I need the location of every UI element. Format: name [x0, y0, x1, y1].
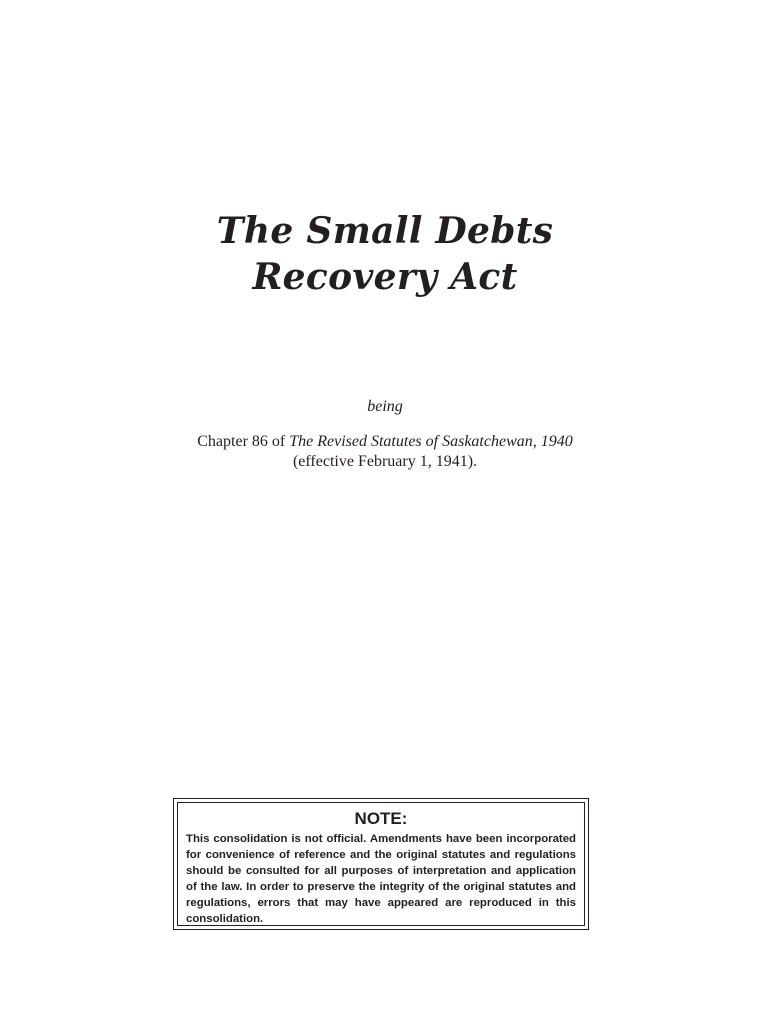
document-title — [0, 208, 770, 300]
statute-source: The Revised Statutes of Saskatchewan, 1940 — [289, 433, 573, 450]
note-body: This consolidation is not official. Amendments have been incorporated for convenience of reference and the original statutes and regulations should be consulted for all purposes of interpretation and application of the law. In order to preserve the integrity of the original statutes and regulations, errors that may have appeared are reproduced in this consolidation. — [186, 833, 576, 925]
effective-date: (effective February 1, 1941). — [292, 453, 478, 470]
note-box — [173, 798, 589, 930]
note-heading: NOTE: — [354, 809, 408, 828]
title-line-2: Recovery Act — [252, 256, 518, 298]
title-line-1: The Small Debts — [216, 210, 554, 252]
chapter-citation-line — [0, 432, 770, 452]
note-box-inner-border — [177, 802, 585, 926]
being-label: being — [367, 398, 403, 415]
chapter-prefix: Chapter 86 of — [197, 433, 290, 450]
chapter-citation — [0, 432, 770, 472]
